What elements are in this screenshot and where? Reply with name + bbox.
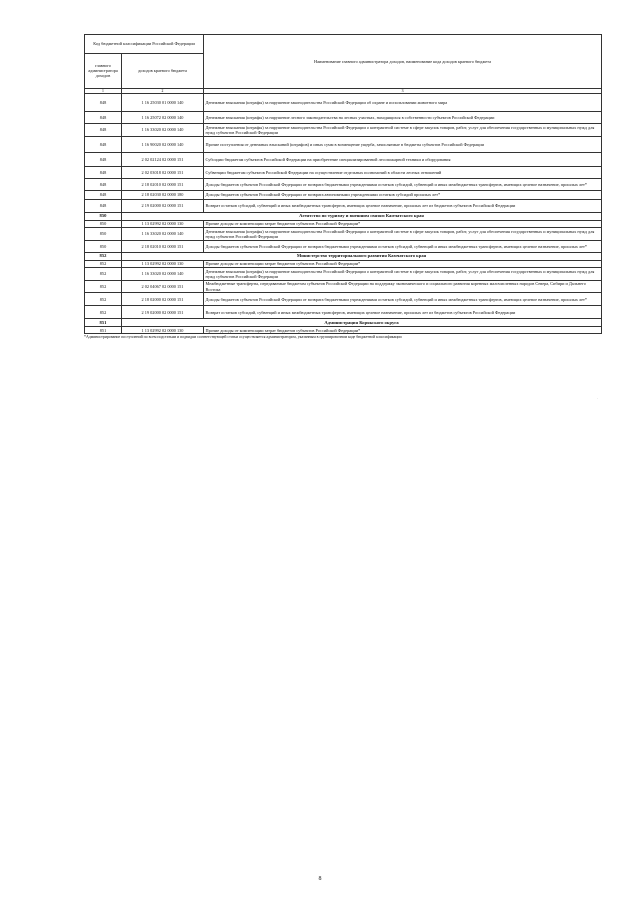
table-row [85,306,602,319]
section-header-row [85,252,602,260]
admin-code-cell: 852 [85,252,122,260]
table-row [85,280,602,293]
table-row [85,112,602,124]
table-header-row-1 [85,35,602,54]
column-number-3: 3 [204,88,602,94]
table-row [85,178,602,190]
admin-code-cell: 852 [85,280,122,293]
admin-code-cell: 848 [85,136,122,152]
header-admin-cell: главного администратора доходов [85,53,122,88]
admin-code-cell: 848 [85,124,122,137]
admin-code-cell: 852 [85,306,122,319]
admin-code-cell: 848 [85,190,122,199]
table-row [85,240,602,252]
budget-classification-table [84,34,602,334]
header-name-cell: Наименование главного администратора доходов, наименование кода доходов краевого бюджета [204,35,602,89]
income-name-cell: Денежные взыскания (штрафы) за нарушение законодательства Российской Федерации о контрактной системе в сфере закупок товаров, работ, услуг для обеспечения государственных и муниципальных нужд для нужд субъектов Российской Федерации [204,124,602,137]
income-code-cell: 1 16 25030 01 0000 140 [122,94,204,112]
income-code-cell: 2 18 02010 02 0000 151 [122,178,204,190]
section-header-row [85,212,602,220]
administrator-name-cell: Администрация Корякского округа [122,319,602,327]
income-name-cell: Доходы бюджетов субъектов Российской Федерации от возврата автономными учреждениями остатков субсидий прошлых лет* [204,190,602,199]
admin-code-cell: 852 [85,267,122,280]
admin-code-cell: 848 [85,178,122,190]
admin-code-cell: 848 [85,112,122,124]
administrator-name-cell: Агентство по туризму и внешним связям Камчатского края [122,212,602,220]
page-mark: . [597,395,598,400]
table-row [85,327,602,334]
income-name-cell: Доходы бюджетов субъектов Российской Федерации от возврата бюджетными учреждениями остатков субсидий, субвенций и иных межбюджетных трансфертов, имеющих целевое назначение, прошлых лет* [204,240,602,252]
footnote: *Администрирование поступлений по всем подстатьям и подвидам соответствующей статьи осуществляется администратором, указанным в группировочном коде бюджетной классификации [84,335,402,340]
admin-code-cell: 852 [85,293,122,306]
income-code-cell: 2 02 03018 02 0000 151 [122,166,204,178]
table-row [85,227,602,240]
table-row [85,152,602,166]
administrator-name-cell: Министерство территориального развития Камчатского края [122,252,602,260]
income-name-cell: Доходы бюджетов субъектов Российской Федерации от возврата бюджетными учреждениями остатков субсидий, субвенций и иных межбюджетных трансфертов, имеющих целевое назначение, прошлых лет* [204,293,602,306]
admin-code-cell: 850 [85,212,122,220]
admin-code-cell: 848 [85,152,122,166]
admin-code-cell: 851 [85,319,122,327]
income-name-cell: Возврат остатков субсидий, субвенций и иных межбюджетных трансфертов, имеющих целевое назначение, прошлых лет из бюджетов субъектов Российской Федерации [204,199,602,212]
table-row [85,190,602,199]
income-name-cell: Прочие поступления от денежных взысканий (штрафов) и иных сумм в возмещение ущерба, зачисляемые в бюджеты субъектов Российской Федерации [204,136,602,152]
admin-code-cell: 848 [85,166,122,178]
income-name-cell: Прочие доходы от компенсации затрат бюджетов субъектов Российской Федерации* [204,327,602,334]
table-row [85,199,602,212]
income-code-cell: 2 18 02000 02 0000 151 [122,293,204,306]
table-row [85,124,602,137]
header-income-cell: доходов краевого бюджета [122,53,204,88]
income-name-cell: Прочие доходы от компенсации затрат бюджетов субъектов Российской Федерации* [204,260,602,267]
income-code-cell: 1 16 33020 02 0000 140 [122,124,204,137]
income-code-cell: 1 13 02992 02 0000 130 [122,260,204,267]
column-number-1: 1 [85,88,122,94]
admin-code-cell: 848 [85,199,122,212]
income-code-cell: 1 13 02992 02 0000 130 [122,327,204,334]
income-name-cell: Денежные взыскания (штрафы) за нарушение законодательства Российской Федерации о контрактной системе в сфере закупок товаров, работ, услуг для обеспечения государственных и муниципальных нужд для нужд субъектов Российской Федерации [204,227,602,240]
income-code-cell: 1 16 90020 02 0000 140 [122,136,204,152]
income-name-cell: Субсидии бюджетам субъектов Российской Федерации на приобретение специализированной лесопожарной техники и оборудования [204,152,602,166]
admin-code-cell: 848 [85,94,122,112]
income-name-cell: Межбюджетные трансферты, передаваемые бюджетам субъектов Российской Федерации на поддержку экономического и социального развития коренных малочисленных народов Севера, Сибири и Дальнего Востока [204,280,602,293]
header-group-cell: Код бюджетной классификации Российской Федерации [85,35,204,54]
table-row [85,166,602,178]
income-name-cell: Денежные взыскания (штрафы) за нарушение лесного законодательства на лесных участках, находящихся в собственности субъектов Российской Федерации [204,112,602,124]
income-name-cell: Возврат остатков субсидий, субвенций и иных межбюджетных трансфертов, имеющих целевое назначение, прошлых лет из бюджетов субъектов Российской Федерации [204,306,602,319]
column-number-2: 2 [122,88,204,94]
income-code-cell: 1 16 25072 02 0000 140 [122,112,204,124]
table-body [85,94,602,334]
table-row [85,267,602,280]
table-row [85,220,602,227]
income-code-cell: 2 19 02000 02 0000 151 [122,199,204,212]
income-code-cell: 2 18 02030 02 0000 180 [122,190,204,199]
page-number: 8 [318,876,322,882]
admin-code-cell: 850 [85,220,122,227]
admin-code-cell: 851 [85,327,122,334]
admin-code-cell: 850 [85,227,122,240]
income-code-cell: 2 02 04067 02 0000 151 [122,280,204,293]
table-row [85,260,602,267]
admin-code-cell: 852 [85,260,122,267]
income-code-cell: 1 16 33020 02 0000 140 [122,267,204,280]
income-name-cell: Прочие доходы от компенсации затрат бюджетов субъектов Российской Федерации* [204,220,602,227]
table-row [85,94,602,112]
income-code-cell: 2 18 02010 02 0000 151 [122,240,204,252]
income-codes-sheet [84,34,601,340]
table-row [85,293,602,306]
table-row [85,136,602,152]
section-header-row [85,319,602,327]
income-name-cell: Доходы бюджетов субъектов Российской Федерации от возврата бюджетными учреждениями остатков субсидий, субвенций и иных межбюджетных трансфертов, имеющих целевое назначение, прошлых лет* [204,178,602,190]
income-code-cell: 2 19 02000 02 0000 151 [122,306,204,319]
income-name-cell: Субвенции бюджетам субъектов Российской Федерации на осуществление отдельных полномочий в области лесных отношений [204,166,602,178]
income-code-cell: 1 16 33020 02 0000 140 [122,227,204,240]
income-code-cell: 2 02 02124 02 0000 151 [122,152,204,166]
income-name-cell: Денежные взыскания (штрафы) за нарушение законодательства Российской Федерации о контрактной системе в сфере закупок товаров, работ, услуг для обеспечения государственных и муниципальных нужд для нужд субъектов Российской Федерации [204,267,602,280]
income-name-cell: Денежные взыскания (штрафы) за нарушение законодательства Российской Федерации об охране и использовании животного мира [204,94,602,112]
income-code-cell: 1 13 02992 02 0000 130 [122,220,204,227]
admin-code-cell: 850 [85,240,122,252]
